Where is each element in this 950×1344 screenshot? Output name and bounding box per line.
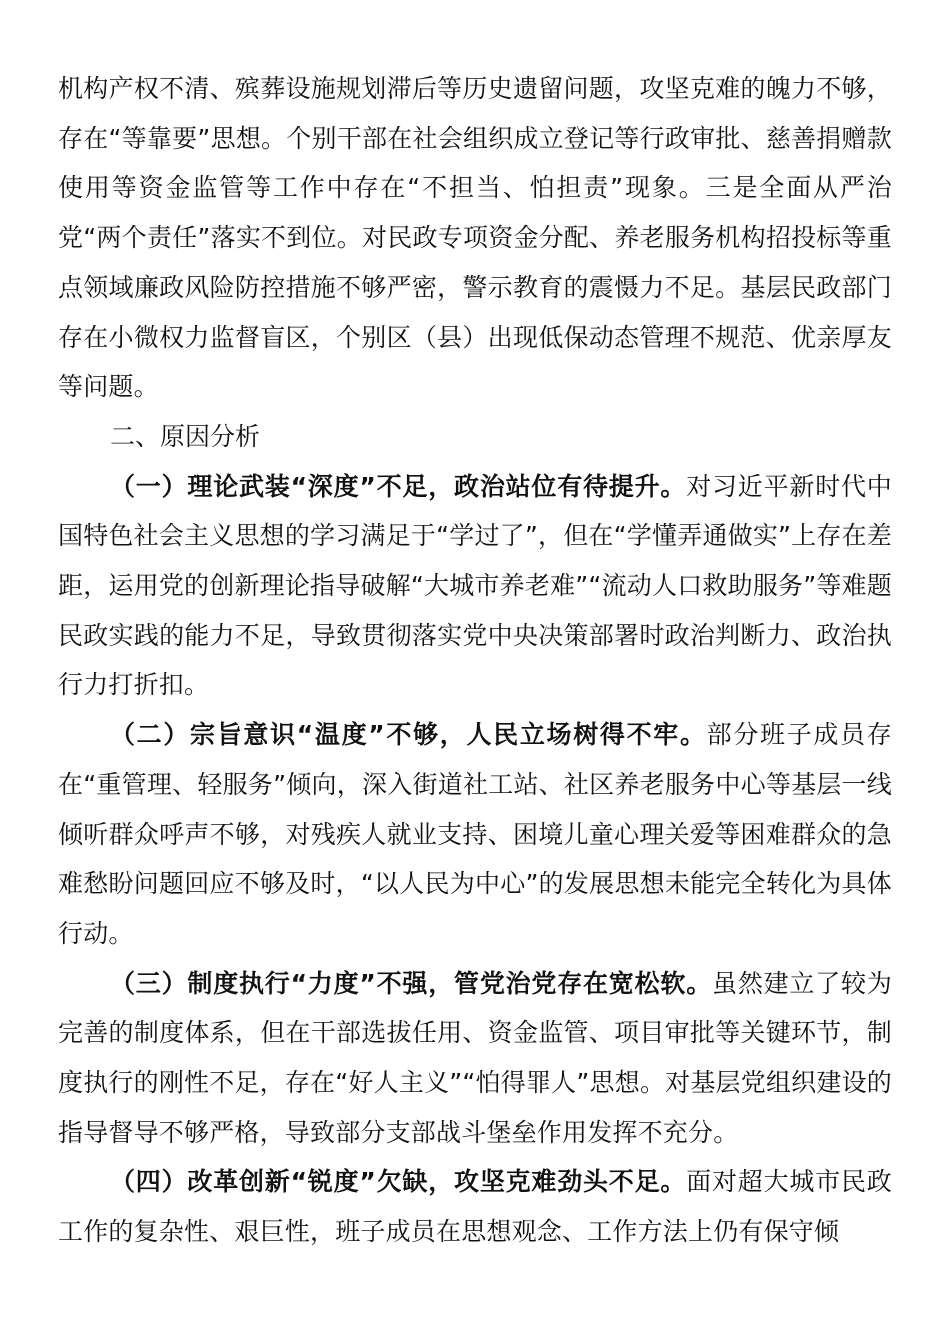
- paragraph-continuation: 机构产权不清、殡葬设施规划滞后等历史遗留问题，攻坚克难的魄力不够，存在“等靠要”思想。个别干部在社会组织成立登记等行政审批、慈善捐赠款使用等资金监管等工作中存在“不担当、怕担责”现象。三是全面从严治党“两个责任”落实不到位。对民政专项资金分配、养老服务机构招投标等重点领域廉政风险防控措施不够严密，警示教育的震慑力不足。基层民政部门存在小微权力监督盲区，个别区（县）出现低保动态管理不规范、优亲厚友等问题。: [58, 74, 892, 402]
- section-heading-cause-analysis: 二、原因分析: [110, 421, 261, 451]
- section-1-body: 对习近平新时代中国特色社会主义思想的学习满足于“学过了”，但在“学懂弄通做实”上存在差距，运用党的创新理论指导破解“大城市养老难”“流动人口救助服务”等难题民政实践的能力不足，导致贯彻落实党中央决策部署时政治判断力、政治执行力打折扣。: [58, 471, 892, 700]
- section-2-body: 部分班子成员存在“重管理、轻服务”倾向，深入街道社工站、社区养老服务中心等基层一线倾听群众呼声不够，对残疾人就业支持、困境儿童心理关爱等困难群众的急难愁盼问题回应不够及时，“以人民为中心”的发展思想未能完全转化为具体行动。: [58, 720, 892, 948]
- section-3-lead: （三）制度执行“力度”不强，管党治党存在宽松软。: [110, 968, 713, 998]
- section-1-lead: （一）理论武装“深度”不足，政治站位有待提升。: [110, 471, 687, 501]
- section-3-body: 虽然建立了较为完善的制度体系，但在干部选拔任用、资金监管、项目审批等关键环节，制度执行的刚性不足，存在“好人主义”“怕得罪人”思想。对基层党组织建设的指导督导不够严格，导致部分支部战斗堡垒作用发挥不充分。: [58, 968, 893, 1147]
- section-4-body: 面对超大城市民政工作的复杂性、艰巨性，班子成员在思想观念、工作方法上仍有保守倾: [58, 1167, 892, 1247]
- paragraph-section-2: [58, 710, 892, 959]
- document-page: [58, 64, 892, 1257]
- paragraph-section-4: [58, 1157, 892, 1256]
- section-4-lead: （四）改革创新“锐度”欠缺，攻坚克难劲头不足。: [110, 1167, 687, 1197]
- paragraph-section-3: [58, 959, 892, 1158]
- paragraph-section-1: [58, 462, 892, 711]
- section-2-lead: （二）宗旨意识“温度”不够，人民立场树得不牢。: [110, 720, 707, 750]
